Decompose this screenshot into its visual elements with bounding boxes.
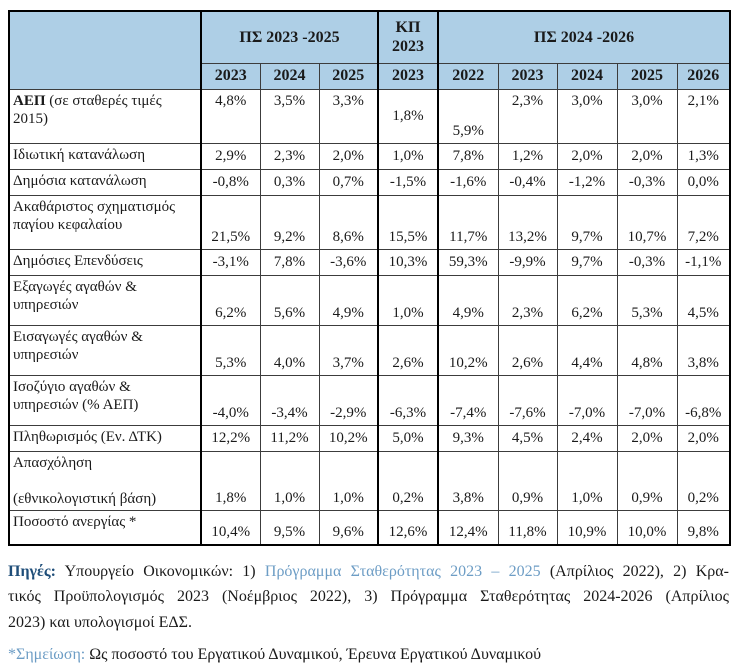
value-cell: -7,0% [557,375,617,425]
value-cell: 9,7% [557,195,617,249]
value-cell: 2,3% [498,89,557,143]
row-label-bold: ΑΕΠ [13,92,46,109]
value-cell: 4,5% [677,275,730,325]
note-label: *Σημείωση: [8,646,86,664]
year-header: 2023 [201,63,260,89]
value-cell: 3,3% [319,89,378,143]
value-cell: 0,9% [617,451,677,511]
value-cell: 2,6% [498,325,557,375]
value-cell: 3,7% [319,325,378,375]
value-cell: 10,4% [201,511,260,545]
value-cell: 9,6% [319,511,378,545]
value-cell: 5,3% [201,325,260,375]
value-cell: 6,2% [201,275,260,325]
table-row [9,275,730,325]
row-label-line: Απασχόληση [13,454,93,471]
value-cell: 11,8% [498,511,557,545]
value-cell: -3,6% [319,249,378,275]
year-header: 2022 [438,63,498,89]
value-cell: 13,2% [498,195,557,249]
year-header: 2026 [677,63,730,89]
value-cell: 9,8% [677,511,730,545]
table-row [9,451,730,511]
value-cell: 1,0% [319,451,378,511]
value-cell: 5,9% [438,89,498,143]
year-header: 2024 [260,63,319,89]
value-cell: 0,2% [378,451,438,511]
value-cell: 2,0% [617,143,677,169]
value-cell: 10,2% [438,325,498,375]
value-cell: -4,0% [201,375,260,425]
row-label: Ιδιωτική κατανάλωση [9,143,201,169]
value-cell: -0,8% [201,169,260,195]
value-cell: 5,0% [378,425,438,451]
value-cell: -1,1% [677,249,730,275]
value-cell: 11,2% [260,425,319,451]
value-cell: 2,0% [319,143,378,169]
value-cell: -9,9% [498,249,557,275]
value-cell: 0,3% [260,169,319,195]
row-label: Πληθωρισμός (Εν. ΔΤΚ) [9,425,201,451]
row-label: Εισαγωγές αγαθών & υπηρεσιών [9,325,201,375]
value-cell: 15,5% [378,195,438,249]
value-cell: 1,8% [378,89,438,143]
value-cell: 3,8% [677,325,730,375]
value-cell: 12,6% [378,511,438,545]
value-cell: 7,2% [677,195,730,249]
value-cell: 7,8% [260,249,319,275]
value-cell: -0,3% [617,249,677,275]
value-cell: 11,7% [438,195,498,249]
value-cell: 4,9% [319,275,378,325]
sources-line-1 [8,559,729,585]
row-label: Δημόσιες Επενδύσεις [9,249,201,275]
year-header: 2024 [557,63,617,89]
note-text: Ως ποσοστό του Εργατικού Δυναμικού, Έρευνα Εργατικού Δυναμικού [85,646,542,664]
year-header: 2023 [378,63,438,89]
value-cell: 2,4% [557,425,617,451]
value-cell: 2,9% [201,143,260,169]
sources-label: Πηγές: [8,562,56,580]
value-cell: 4,0% [260,325,319,375]
value-cell: 4,9% [438,275,498,325]
sources-text-pre: Υπουργείο Οικονομικών: 1) [55,562,265,580]
value-cell: -0,3% [617,169,677,195]
row-label-line [13,472,197,490]
table-row [9,169,730,195]
value-cell: -7,4% [438,375,498,425]
value-cell: 9,7% [557,249,617,275]
table-row [9,425,730,451]
value-cell: 0,9% [498,451,557,511]
value-cell: -2,9% [319,375,378,425]
value-cell: 10,9% [557,511,617,545]
value-cell: 9,5% [260,511,319,545]
value-cell: 4,8% [201,89,260,143]
value-cell: 12,2% [201,425,260,451]
value-cell: 0,7% [319,169,378,195]
value-cell: -1,2% [557,169,617,195]
fiscal-forecast-table [8,10,731,546]
sources-text-post: (Απρίλιος 2022), 2) Κρα- [540,562,729,580]
value-cell: 2,6% [378,325,438,375]
value-cell: 21,5% [201,195,260,249]
value-cell: -7,6% [498,375,557,425]
value-cell: 3,0% [557,89,617,143]
value-cell: 3,5% [260,89,319,143]
note-paragraph [8,642,729,668]
value-cell: 2,0% [677,425,730,451]
value-cell: 10,2% [319,425,378,451]
value-cell: -3,1% [201,249,260,275]
value-cell: 1,2% [498,143,557,169]
value-cell: 59,3% [438,249,498,275]
value-cell: 4,8% [617,325,677,375]
value-cell: 3,0% [617,89,677,143]
value-cell: 1,0% [378,275,438,325]
value-cell: -0,4% [498,169,557,195]
row-label: Ποσοστό ανεργίας * [9,511,201,545]
value-cell: 2,0% [557,143,617,169]
column-group-header-kp-2023: ΚΠ 2023 [378,11,438,63]
value-cell: 2,3% [498,275,557,325]
sources-paragraph [8,559,729,636]
value-cell: -6,8% [677,375,730,425]
value-cell: 1,0% [378,143,438,169]
value-cell: 5,6% [260,275,319,325]
column-group-row [9,11,730,63]
table-body [9,89,730,545]
value-cell: 5,3% [617,275,677,325]
value-cell: 4,4% [557,325,617,375]
row-label: Δημόσια κατανάλωση [9,169,201,195]
year-header: 2023 [498,63,557,89]
row-label-rest: (σε σταθερές τιμές 2015) [13,92,162,127]
value-cell: 1,0% [260,451,319,511]
table-corner-cell [9,11,201,89]
row-label [9,451,201,511]
value-cell: 7,8% [438,143,498,169]
row-label: Εξαγωγές αγαθών & υπηρεσιών [9,275,201,325]
footer [8,559,729,668]
value-cell: 2,1% [677,89,730,143]
value-cell: -1,6% [438,169,498,195]
value-cell: 3,8% [438,451,498,511]
table-row [9,89,730,143]
value-cell: -6,3% [378,375,438,425]
value-cell: 9,3% [438,425,498,451]
table-row [9,195,730,249]
value-cell: 6,2% [557,275,617,325]
value-cell: 4,5% [498,425,557,451]
value-cell: 12,4% [438,511,498,545]
row-label: Ισοζύγιο αγαθών & υπηρεσιών (% ΑΕΠ) [9,375,201,425]
table-row [9,325,730,375]
value-cell: 2,3% [260,143,319,169]
value-cell: 0,0% [677,169,730,195]
value-cell: 2,0% [617,425,677,451]
row-label [9,89,201,143]
row-label: Ακαθάριστος σχηματισμός παγίου κεφαλαίου [9,195,201,249]
table-row [9,249,730,275]
value-cell: 10,0% [617,511,677,545]
value-cell: -3,4% [260,375,319,425]
value-cell: 0,2% [677,451,730,511]
value-cell: 9,2% [260,195,319,249]
source-link[interactable]: Πρόγραμμα Σταθερότητας 2023 – 2025 [264,562,541,580]
sources-line-2: τικός Προϋπολογισμός 2023 (Νοέμβριος 2022), 3) Πρόγραμμα Σταθερότητας 2024-2026 (Απρίλιος [8,588,729,606]
row-label-line: (εθνικολογιστική βάση) [13,490,157,507]
table-row [9,143,730,169]
value-cell: 1,3% [677,143,730,169]
column-group-header-ps-2024-2026: ΠΣ 2024 -2026 [438,11,730,63]
column-group-header-ps-2023-2025: ΠΣ 2023 -2025 [201,11,378,63]
table-row [9,375,730,425]
table-row [9,511,730,545]
value-cell: 1,8% [201,451,260,511]
value-cell: 8,6% [319,195,378,249]
value-cell: -7,0% [617,375,677,425]
value-cell: 10,3% [378,249,438,275]
sources-line-3: 2023) και υπολογισμοί ΕΔΣ. [8,613,192,631]
value-cell: 10,7% [617,195,677,249]
year-header: 2025 [617,63,677,89]
year-header: 2025 [319,63,378,89]
table-header [9,11,730,89]
value-cell: -1,5% [378,169,438,195]
value-cell: 1,0% [557,451,617,511]
